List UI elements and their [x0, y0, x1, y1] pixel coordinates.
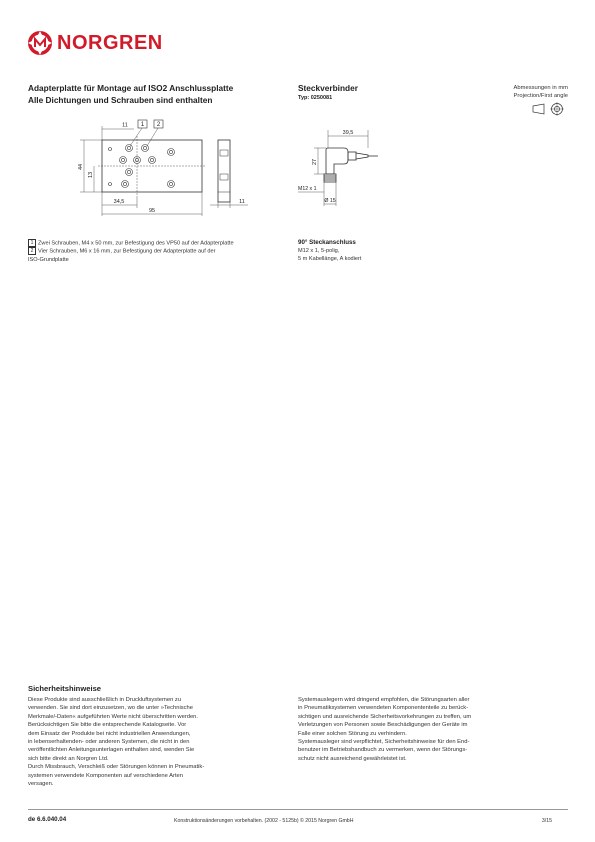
norgren-logo	[27, 30, 163, 56]
safety-text-left	[28, 696, 290, 788]
dim-95: 95	[148, 208, 156, 214]
safety-left-line: Merkmale/-Daten« aufgeführten Werte nicht überschritten werden.	[28, 713, 199, 720]
safety-left-line: Berücksichtigen Sie bitte die entsprechende Katalogseite. Vor	[28, 722, 187, 729]
dim-diameter-15: Ø 15	[324, 198, 336, 204]
page-number: 3/15	[541, 818, 552, 824]
safety-right-line: Systemauslegern wird dringend empfohlen, die Störungsarten aller	[298, 697, 470, 703]
safety-left-line: veröffentlichten Anleitungsunterlagen enthalten sind, wenden Sie	[28, 747, 195, 754]
connector-info-line1: M12 x 1, 5-polig,	[298, 248, 340, 254]
connector-heading: Steckverbinder	[298, 83, 358, 93]
footer-notice: Konstruktionsänderungen vorbehalten. (2002 - 5125b) © 2015 Norgren GmbH	[174, 818, 354, 824]
safety-left-line: in lebenserhaltenden- oder anderen Systemen, die nicht in den	[28, 739, 190, 746]
safety-title: Sicherheitshinweise	[28, 684, 102, 693]
safety-right-line: sichtigen und ausreichende Sicherheitsvorkehrungen zu treffen, um	[298, 713, 472, 720]
note-1-text: Zwei Schrauben, M4 x 50 mm, zur Befestigung des VP50 auf der Adapterplatte	[38, 240, 234, 247]
note-1-number: 1	[28, 239, 36, 247]
safety-right-line: Falle einer solchen Störung zu verhindern.	[298, 730, 407, 737]
note-1	[28, 239, 278, 247]
safety-right-line: schutz nicht ausreichend gewährleistet ist.	[298, 755, 407, 762]
connector-info-line2: 5 m Kabellänge, A kodiert	[298, 256, 362, 262]
dimensions-unit: Abmessungen in mm	[513, 85, 568, 91]
connector-body	[324, 148, 378, 182]
dim-13: 13	[88, 171, 94, 178]
callout-2: 2	[156, 122, 161, 129]
first-angle-projection-icon	[531, 102, 565, 116]
brand-name: NORGREN	[57, 31, 163, 54]
safety-right-line: Verletzungen von Personen sowie Beschädigungen der Geräte im	[298, 722, 468, 729]
product-title-line1: Adapterplatte für Montage auf ISO2 Anschlussplatte	[28, 83, 234, 93]
adapter-plate-drawing	[70, 112, 260, 224]
safety-left-line: versagen.	[28, 781, 54, 788]
safety-left-line: verwenden. Sie sind dort einzusetzen, wo die unter »Technische	[28, 705, 193, 712]
safety-right-line: Systemausleger sind verpflichtet, Sicherheitshinweise für den End-	[298, 739, 470, 746]
safety-right-line: in Pneumatiksystemen verwendeten Komponententeile zu berück-	[298, 705, 469, 712]
center-lines	[98, 136, 206, 196]
connector-drawing	[296, 124, 396, 210]
projection-label: Projection/First angle	[513, 93, 568, 99]
note-2	[28, 247, 278, 255]
safety-text-right	[298, 696, 560, 763]
plate-side-view	[218, 140, 230, 202]
dim-m12: M12 x 1	[298, 186, 317, 192]
dim-34-5: 34,5	[113, 199, 125, 205]
product-heading	[28, 82, 288, 106]
dim-39-5: 39,5	[342, 130, 354, 136]
dim-11-top: 11	[122, 122, 128, 129]
note-2-number: 2	[28, 247, 36, 255]
footer-divider	[28, 809, 568, 810]
document-code: de 6.6.040.04	[28, 816, 67, 823]
safety-left-line: systemen verwendete Komponenten auf verschiedene Arten	[28, 772, 184, 779]
connector-info-title: 90° Steckanschluss	[298, 239, 356, 246]
dim-11-side: 11	[239, 199, 245, 205]
projection-symbol	[531, 102, 565, 121]
dimensions-note	[514, 84, 568, 100]
note-2-continued: ISO-Grundplatte	[28, 256, 69, 263]
dim-27: 27	[312, 158, 318, 165]
note-2-text: Vier Schrauben, M6 x 16 mm, zur Befestigung der Adapterplatte auf der	[38, 248, 216, 255]
product-title-line2: Alle Dichtungen und Schrauben sind enthalten	[28, 95, 213, 105]
connector-info	[298, 239, 361, 263]
safety-left-line: dem Einsatz der Produkte bei nicht industriellen Anwendungen,	[28, 730, 191, 737]
safety-right-line: benutzer im Betriebshandbuch zu vermerken, wenn der Störungs-	[298, 747, 468, 754]
norgren-emblem-icon	[27, 30, 53, 56]
safety-left-line: Diese Produkte sind ausschließlich in Druckluftsystemen zu	[28, 697, 182, 703]
callout-1: 1	[140, 122, 145, 129]
dim-44: 44	[78, 163, 84, 170]
safety-left-line: Durch Missbrauch, Verschleiß oder Störungen können in Pneumatik-	[28, 764, 205, 771]
safety-left-line: sich bitte direkt an Norgren Ltd.	[28, 755, 109, 762]
connector-type: Typ: 0250081	[298, 95, 333, 101]
mounting-notes	[28, 239, 278, 264]
